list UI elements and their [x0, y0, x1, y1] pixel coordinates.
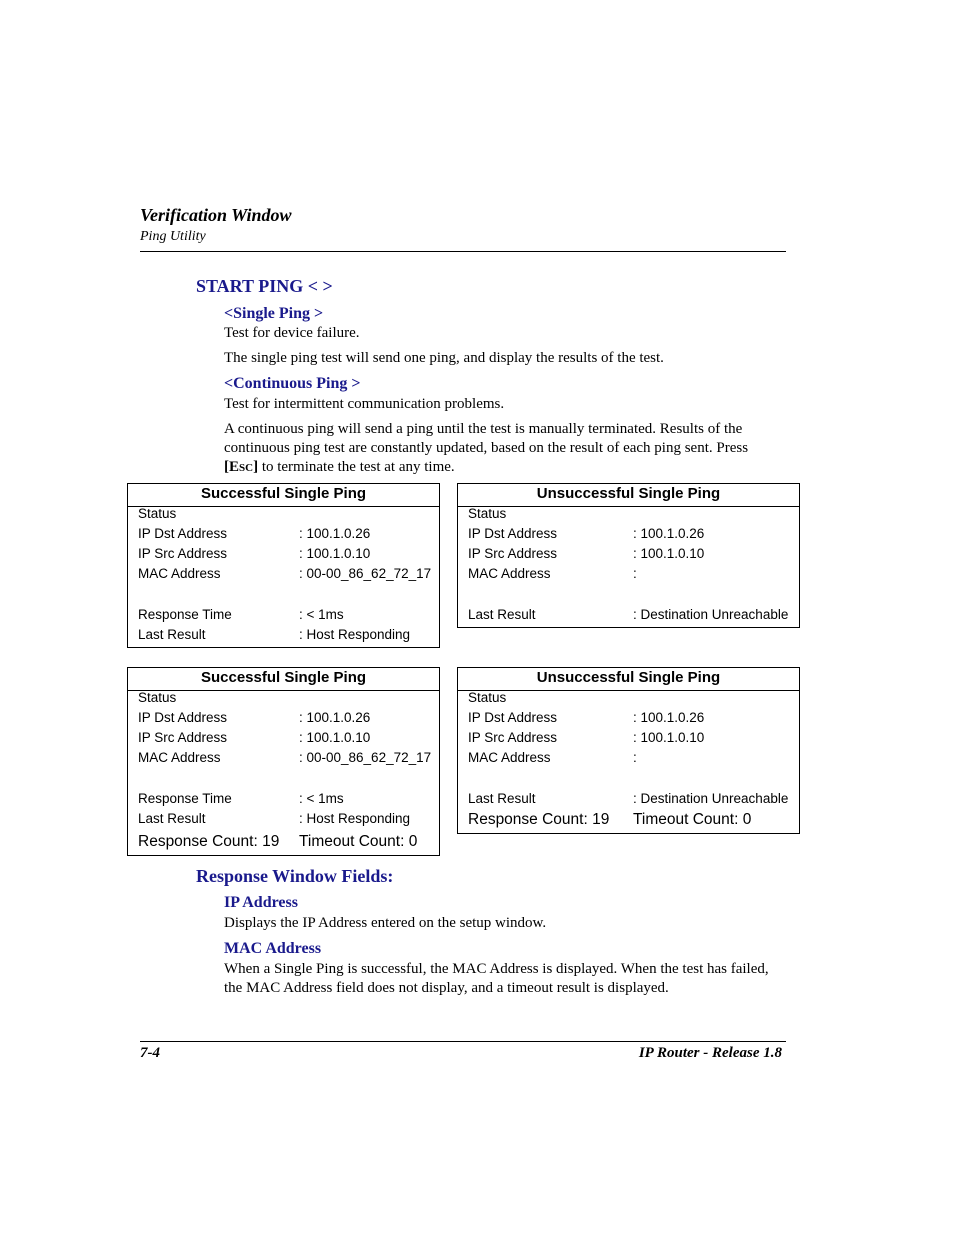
last-result-label: Last Result [468, 607, 536, 622]
ip-src-label: IP Src Address [468, 546, 558, 561]
box-title: Unsuccessful Single Ping [458, 484, 799, 507]
single-ping-text: The single ping test will send one ping, and display the results of the test. [224, 350, 664, 366]
ip-src-value: : 100.1.0.10 [633, 730, 705, 745]
last-result-value: : Host Responding [299, 811, 411, 826]
ip-src-value: : 100.1.0.10 [299, 546, 371, 561]
last-result-value: : Destination Unreachable [633, 607, 789, 622]
response-count: Response Count: 19 [138, 833, 280, 850]
box-title: Successful Single Ping [128, 484, 439, 507]
box-title: Unsuccessful Single Ping [458, 668, 799, 691]
mac-value: : [633, 750, 637, 765]
continuous-ping-desc: Test for intermittent communication problems. [224, 396, 505, 412]
timeout-count: Timeout Count: 0 [633, 811, 752, 828]
mac-label: MAC Address [468, 566, 551, 581]
response-time-value: : < 1ms [299, 607, 344, 622]
last-result-label: Last Result [468, 791, 536, 806]
mac-label: MAC Address [138, 750, 221, 765]
unsuccessful-ping-box [457, 483, 800, 628]
last-result-label: Last Result [138, 627, 206, 642]
ip-dst-value: : 100.1.0.26 [633, 710, 705, 725]
ip-dst-label: IP Dst Address [138, 526, 228, 541]
mac-value: : 00-00_86_62_72_17 [299, 750, 432, 765]
response-time-value: : < 1ms [299, 791, 344, 806]
continuous-ping-heading: <Continuous Ping > [224, 375, 361, 392]
ip-dst-value: : 100.1.0.26 [633, 526, 705, 541]
last-result-label: Last Result [138, 811, 206, 826]
mac-label: MAC Address [468, 750, 551, 765]
mac-address-text: When a Single Ping is successful, the MAC Address is displayed. When the test has failed, the MAC Address field does not display, and a timeout result is displayed. [224, 961, 769, 996]
last-result-value: : Destination Unreachable [633, 791, 789, 806]
ip-dst-value: : 100.1.0.26 [299, 526, 371, 541]
header-rule [140, 251, 786, 252]
continuous-ping-text-a: A continuous ping will send a ping until the test is manually terminated. Results of the continuous ping test are constantly updated, based on the result of each ping sent. Press [224, 421, 749, 456]
mac-value: : 00-00_86_62_72_17 [299, 566, 432, 581]
continuous-ping-text [224, 420, 786, 478]
page-header-title: Verification Window [140, 205, 292, 225]
last-result-value: : Host Responding [299, 627, 411, 642]
start-ping-heading: START PING < > [196, 276, 333, 296]
mac-label: MAC Address [138, 566, 221, 581]
ip-address-heading: IP Address [224, 894, 298, 911]
continuous-ping-text-b: to terminate the test at any time. [258, 459, 455, 475]
ip-dst-value: : 100.1.0.26 [299, 710, 371, 725]
page-number: 7-4 [140, 1045, 160, 1061]
single-ping-desc: Test for device failure. [224, 325, 360, 341]
timeout-count: Timeout Count: 0 [299, 833, 418, 850]
footer-rule [140, 1041, 786, 1042]
ip-src-value: : 100.1.0.10 [299, 730, 371, 745]
status-label: Status [468, 690, 507, 705]
ip-dst-label: IP Dst Address [468, 710, 558, 725]
response-count: Response Count: 19 [468, 811, 610, 828]
footer-product: IP Router - Release 1.8 [638, 1045, 782, 1061]
response-time-label: Response Time [138, 791, 232, 806]
status-label: Status [138, 690, 177, 705]
ip-src-label: IP Src Address [138, 546, 228, 561]
ip-src-label: IP Src Address [138, 730, 228, 745]
mac-value: : [633, 566, 637, 581]
ip-src-label: IP Src Address [468, 730, 558, 745]
successful-ping-count-box [127, 667, 440, 856]
ip-src-value: : 100.1.0.10 [633, 546, 705, 561]
status-label: Status [468, 506, 507, 521]
ip-dst-label: IP Dst Address [468, 526, 558, 541]
mac-address-heading: MAC Address [224, 940, 322, 957]
page-header-subtitle: Ping Utility [140, 229, 206, 244]
esc-key: [ESC] [224, 459, 259, 475]
response-time-label: Response Time [138, 607, 232, 622]
single-ping-heading: <Single Ping > [224, 305, 324, 322]
response-fields-heading: Response Window Fields: [196, 866, 394, 886]
unsuccessful-ping-count-box [457, 667, 800, 834]
successful-ping-box [127, 483, 440, 648]
ip-address-text: Displays the IP Address entered on the setup window. [224, 915, 547, 931]
box-title: Successful Single Ping [128, 668, 439, 691]
ip-dst-label: IP Dst Address [138, 710, 228, 725]
status-label: Status [138, 506, 177, 521]
